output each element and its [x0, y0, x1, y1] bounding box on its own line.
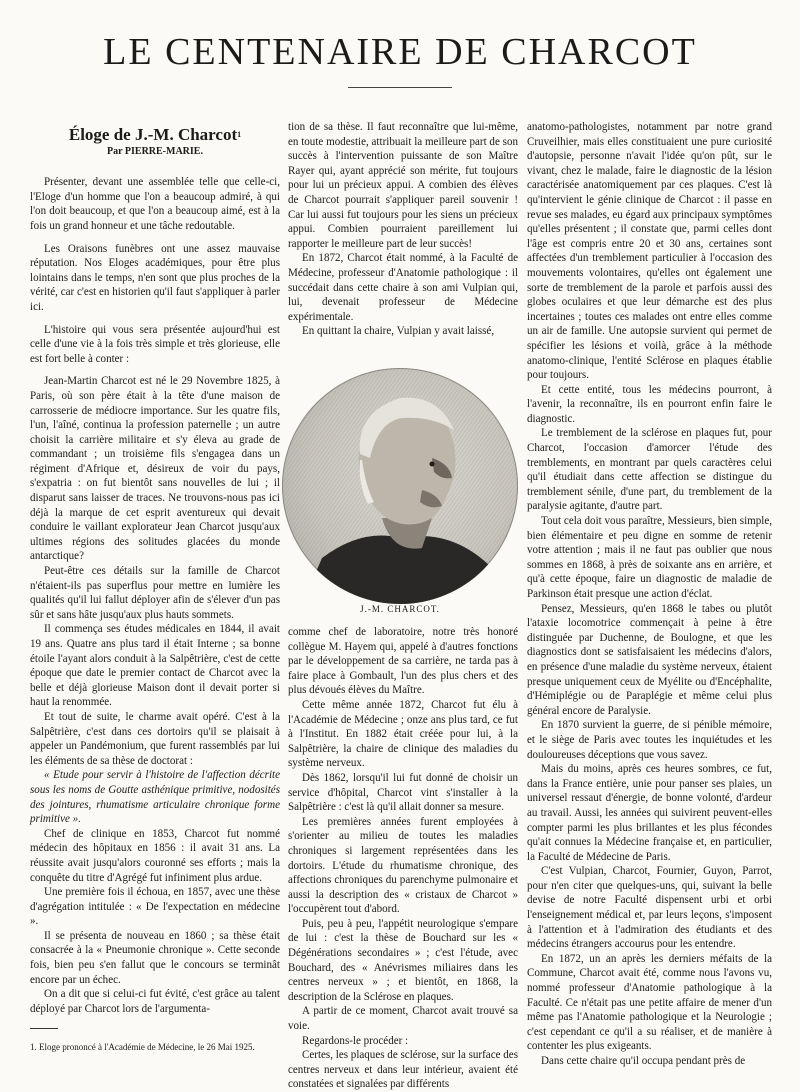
paragraph: Et tout de suite, le charme avait opéré. C'est à la Salpêtrière, c'est dans ces dortoirs qu'il se plaisait à appeler un Pandémonium, que furent rassemblés par lui les éléments de sa thèse de doctorat :	[30, 710, 280, 767]
paragraph: Dans cette chaire qu'il occupa pendant près de	[541, 1055, 746, 1067]
article-title	[30, 125, 280, 144]
footnote-marker: 1	[237, 130, 242, 139]
portrait-caption: J.-M. CHARCOT.	[360, 604, 440, 614]
paragraph: Chef de clinique en 1853, Charcot fut nommé médecin des hôpitaux en 1856 : il avait 31 ans. La réussite avait jusqu'alors couronné ses efforts ; mais la conquête du titre d'Agrégé fut infiniment plus ardue.	[30, 827, 280, 884]
paragraph: Il commença ses études médicales en 1844, il avait 19 ans. Quatre ans plus tard il était Interne ; sa bonne étoile l'ayant alors conduit à la Salpêtrière, c'est de cette époque que date le premier contact de Charcot avec la belle et déjà glorieuse Maison dont il devait porter si haut la renommée.	[30, 623, 280, 709]
thesis-title-quote: « Etude pour servir à l'histoire de l'affection décrite sous les noms de Goutte asthénique primitive, nodosités des jointures, rhumatisme articulaire chronique forme primitive ».	[30, 769, 280, 826]
paragraph: En 1872, Charcot était nommé, à la Faculté de Médecine, professeur d'Anatomie pathologique : il succédait dans cette chaire à son ami Vulpian qui, lui, devenait professeur de Médecine expérimentale.	[288, 252, 518, 323]
column-3	[527, 120, 772, 1069]
paragraph: Peut-être ces détails sur la famille de Charcot n'étaient-ils pas superflus pour mettre en lumière les qualités qu'il lui fallut déployer afin de s'élever d'un pas sûr et sans hâte jusqu'aux plus hauts sommets.	[30, 565, 280, 621]
paragraph: Et cette entité, tous les médecins pourront, à l'avenir, la reconnaître, ils en pourront enfin faire le diagnostic.	[527, 383, 772, 425]
paragraph: tion de sa thèse. Il faut reconnaître que lui-même, en toute modestie, attribuait la meilleure part de son succès à l'intervention puissante de son Maître Rayer qui, ayant apprécié son mérite, fut toujours pour lui un précieux appui. A combien des élèves de Charcot pourrait s'appliquer pareil souvenir ! Car lui aussi fut toujours pour les siens un précieux appui. Combien pourraient pareillement lui rapporter le meilleure part de leur succès!	[288, 121, 518, 250]
paragraph: Puis, peu à peu, l'appétit neurologique s'empare de lui : c'est la thèse de Bouchard sur les « Dégénérations secondaires » ; c'est l'étude, avec Bouchard, des « Anévrismes miliaires dans les centres nerveux » ; et bientôt, en 1868, la description de la Sclérose en plaques.	[288, 917, 518, 1003]
article-byline: Par PIERRE-MARIE.	[107, 145, 203, 157]
portrait-engraving	[282, 368, 518, 604]
column-1	[30, 120, 280, 1016]
paragraph: Les Oraisons funèbres ont une assez mauvaise réputation. Nos Eloges académiques, pour être plus lointains dans le temps, n'en sont que plus proches de la vérité, car c'est en historien qu'il faut s'appliquer à parler ici.	[30, 242, 280, 313]
charcot-portrait-image	[282, 368, 518, 604]
paragraph: Une première fois il échoua, en 1857, avec une thèse d'agrégation intitulée : « De l'expectation en médecine ».	[30, 886, 280, 928]
paragraph: En quittant la chaire, Vulpian y avait laissé,	[302, 325, 495, 338]
masthead-rule	[348, 87, 452, 88]
paragraph: En 1872, un an après les derniers méfaits de la Commune, Charcot avait été, comme nous l'avons vu, nommé professeur d'Anatomie pathologique à la Faculté. Ce n'était pas une petite affaire de mener d'un même pas l'Anatomie pathologique et la Neurologie ; c'est cependant ce qu'il a su réaliser, et de manière à contenter les plus exigeants.	[527, 952, 772, 1053]
footnote: 1. Eloge prononcé à l'Académie de Médecine, le 26 Mai 1925.	[30, 1042, 255, 1052]
paragraph: Tout cela doit vous paraître, Messieurs, bien simple, bien élémentaire et peu digne en somme de retenir votre attention ; mais il ne faut pas oublier que nous sommes en 1868, à près de soixante ans en arrière, et qu'à cette époque, faire un diagnostic de maladie de Parkinson était presque une action d'éclat.	[527, 515, 772, 600]
paragraph: Il se présenta de nouveau en 1860 ; sa thèse était consacrée à la « Pneumonie chronique ». Cette seconde fois, bien peu s'en fallut que le concours se terminât encore par un échec.	[30, 929, 280, 986]
column-2-bottom	[288, 625, 518, 1092]
paragraph: Les premières années furent employées à s'orienter au milieu de toutes les maladies chroniques si largement représentées dans les dortoirs. L'étude du rhumatisme chronique, des affections chroniques du parenchyme pulmonaire et aussi la description des « cristaux de Charcot » l'occupèrent tout d'abord.	[288, 815, 518, 916]
paragraph: Pensez, Messieurs, qu'en 1868 le tabes ou plutôt l'ataxie locomotrice commençait à peine à être distinguée par Duchenne, de Boulogne, et que les diagnostics dont se satisfaisaient les médecins d'alors, en présence d'une maladie du système nerveux, étaient presque uniquement ceux de Myélite ou d'Encéphalite, d'Hémiplégie ou de Paraplégie et même celui plus général encore de Paralysie.	[527, 602, 772, 717]
paragraph: Le tremblement de la sclérose en plaques fut, pour Charcot, l'occasion d'amorcer l'étude des tremblements, en montrant par quels caractères celui qu'il étudiait dans cette affection se distingue du tremblement sénile, d'une part, du tremblement de la paralysie agitante, d'autre part.	[527, 427, 772, 513]
paragraph: Jean-Martin Charcot est né le 29 Novembre 1825, à Paris, où son père était à la tête d'une maison de carrosserie de médiocre importance. Sur les quatre fils, l'un, l'aîné, continua la profession paternelle ; un autre choisit la carrière militaire et s'y éleva au grade de commandant ; un troisième fils s'engagea dans un régiment d'Afrique et, désireux de voir du pays, s'expatria : on fut bientôt sans nouvelles de lui ; il disparut sans laisser de traces. Ne trouvons-nous pas ici déjà la marque de cet esprit aventureux qui devait conduire le vaillant explorateur Jean Charcot jusqu'aux ultimes régions des solitudes glacées du monde antarctique?	[30, 375, 280, 563]
paragraph: comme chef de laboratoire, notre très honoré collègue M. Hayem qui, appelé à d'autres fonctions par le développement de sa carrière, ne tarda pas à faire place à Gombault, l'un des plus chers et des plus dévoués élèves du Maître.	[288, 626, 518, 697]
paragraph: Présenter, devant une assemblée telle que celle-ci, l'Eloge d'un homme que l'on a beaucoup admiré, à qui l'on doit beaucoup, et que l'on a beaucoup aimé, est à la fois un grand honneur et une tâche redoutable.	[30, 176, 280, 232]
paragraph: Mais du moins, après ces heures sombres, ce fut, dans la France entière, unie pour panser ses plaies, un universel ressaut d'énergie, de bonne volonté, d'ardeur au travail. Aussi, les années qui suivirent peuvent-elles compter parmi les plus brillantes et les plus fécondes qu'ait connues la Médecine française et, en particulier, la Faculté de Médecine de Paris.	[527, 763, 772, 863]
masthead-title: LE CENTENAIRE DE CHARCOT	[103, 31, 697, 73]
paragraph: En 1870 survient la guerre, de si pénible mémoire, et le siège de Paris avec toutes les inquiétudes et les douloureuses déceptions que vous savez.	[527, 719, 772, 761]
paragraph: anatomo-pathologistes, notamment par notre grand Cruveilhier, mais elles constituaient une pure curiosité d'autopsie, personne n'avait l'idée qu'on pût, sur le vivant, chez le malade, faire le diagnostic de la lésion caractérisée anatomiquement par ces plaques. C'est là qu'intervient le génie clinique de Charcot : il passe en revue ses malades, eu égard aux principaux symptômes qu'elles présentent ; il constate que, parmi celles dont l'âge est compris entre 20 et 30 ans, certaines sont affectées d'un tremblement particulier à l'occasion des mouvements volontaires, qu'elles ont également une sorte de tremblement de la parole et parfois aussi des globes oculaires et que leur démarche est des plus incertaines ; toutes ces malades ont entre elles comme un air de famille. Une autopsie survient qui permet de spécifier les lésions et voilà, grâce à la méthode anatomo-clinique, l'entité Sclérose en plaques établie pour toujours.	[527, 121, 772, 382]
paragraph: Regardons-le procéder :	[302, 1034, 409, 1047]
paragraph: L'histoire qui vous sera présentée aujourd'hui est celle d'une vie à la fois très simple et très glorieuse, elle est fort belle à conter :	[30, 323, 280, 365]
paragraph: A partir de ce moment, Charcot avait trouvé sa voie.	[288, 1005, 518, 1033]
footnote-rule	[30, 1028, 58, 1029]
paragraph: Certes, les plaques de sclérose, sur la surface des centres nerveux et dans leur intérieur, avaient été constatées et signalées par différents	[288, 1049, 518, 1091]
paragraph: Dès 1862, lorsqu'il lui fut donné de choisir un service d'hôpital, Charcot vint s'installer à la Salpêtrière : c'est là qu'il allait donner sa mesure.	[288, 771, 518, 814]
paragraph: Cette même année 1872, Charcot fut élu à l'Académie de Médecine ; onze ans plus tard, ce fut à l'Institut. En 1882 était créée pour lui, à la Salpêtrière, la chaire de clinique des maladies du système nerveux.	[288, 698, 518, 770]
column-2-top	[288, 120, 518, 339]
article-title-text: Éloge de J.-M. Charcot	[68, 125, 238, 144]
paragraph: On a dit que si celui-ci fut évité, c'est grâce au talent déployé par Charcot lors de l'argumenta-	[30, 988, 280, 1015]
paragraph: C'est Vulpian, Charcot, Fournier, Guyon, Parrot, pour n'en citer que quelques-uns, qui, suivant la belle devise de notre Faculté dispensent urbi et orbi l'enseignement médical et, par leurs leçons, s'imposent à l'attention et à l'admiration des étudiants et des médecins étrangers accourus pour les entendre.	[527, 865, 772, 951]
